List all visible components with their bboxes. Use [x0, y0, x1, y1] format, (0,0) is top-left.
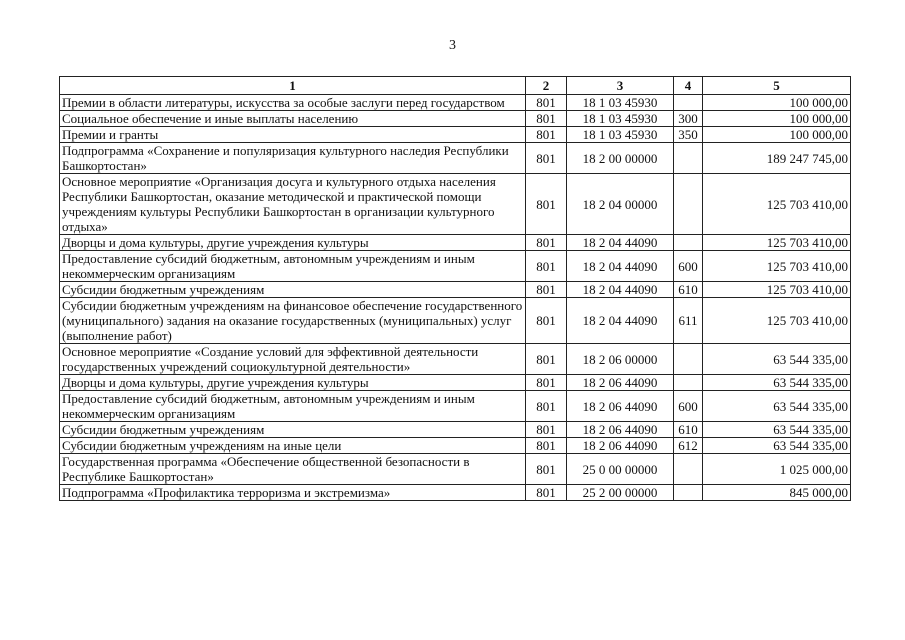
row-target: 18 2 04 44090: [567, 282, 674, 298]
row-ministry: 801: [526, 251, 567, 282]
row-name: Предоставление субсидий бюджетным, автономным учреждениям и иным некоммерческим организациям: [60, 251, 526, 282]
row-amount: 125 703 410,00: [703, 298, 851, 344]
row-amount: 63 544 335,00: [703, 422, 851, 438]
row-ministry: 801: [526, 454, 567, 485]
row-type: 600: [674, 391, 703, 422]
table-row: [60, 282, 851, 298]
row-type: [674, 95, 703, 111]
row-ministry: 801: [526, 111, 567, 127]
table-row: [60, 454, 851, 485]
row-amount: 125 703 410,00: [703, 251, 851, 282]
row-amount: 125 703 410,00: [703, 235, 851, 251]
table-row: [60, 438, 851, 454]
row-amount: 100 000,00: [703, 95, 851, 111]
table-row: [60, 111, 851, 127]
row-type: 350: [674, 127, 703, 143]
row-type: [674, 375, 703, 391]
row-name: Премии и гранты: [60, 127, 526, 143]
row-amount: 63 544 335,00: [703, 391, 851, 422]
table-row: [60, 95, 851, 111]
row-amount: 63 544 335,00: [703, 344, 851, 375]
row-type: 610: [674, 282, 703, 298]
row-name: Основное мероприятие «Создание условий для эффективной деятельности государственных учреждений социокультурной деятельности»: [60, 344, 526, 375]
row-type: 612: [674, 438, 703, 454]
row-type: 300: [674, 111, 703, 127]
row-target: 18 1 03 45930: [567, 127, 674, 143]
row-target: 18 2 04 44090: [567, 251, 674, 282]
table-row: [60, 375, 851, 391]
row-name: Дворцы и дома культуры, другие учреждения культуры: [60, 375, 526, 391]
row-name: Премии в области литературы, искусства за особые заслуги перед государством: [60, 95, 526, 111]
row-type: [674, 235, 703, 251]
row-target: 18 1 03 45930: [567, 95, 674, 111]
row-name: Субсидии бюджетным учреждениям: [60, 422, 526, 438]
row-amount: 125 703 410,00: [703, 282, 851, 298]
table-row: [60, 422, 851, 438]
row-ministry: 801: [526, 344, 567, 375]
row-target: 18 2 06 00000: [567, 344, 674, 375]
row-name: Субсидии бюджетным учреждениям на иные цели: [60, 438, 526, 454]
row-ministry: 801: [526, 282, 567, 298]
row-ministry: 801: [526, 174, 567, 235]
row-target: 25 0 00 00000: [567, 454, 674, 485]
table-row: [60, 143, 851, 174]
row-amount: 63 544 335,00: [703, 375, 851, 391]
row-name: Основное мероприятие «Организация досуга и культурного отдыха населения Республики Башкортостан, оказание методической и практической помощи учреждениям культуры Республики Башкортостан в организации культурного отдыха»: [60, 174, 526, 235]
row-name: Подпрограмма «Профилактика терроризма и экстремизма»: [60, 485, 526, 501]
column-header-amount: 5: [703, 77, 851, 95]
table-header-row: [60, 77, 851, 95]
row-type: 610: [674, 422, 703, 438]
row-amount: 63 544 335,00: [703, 438, 851, 454]
table-row: [60, 251, 851, 282]
row-type: 611: [674, 298, 703, 344]
row-name: Подпрограмма «Сохранение и популяризация культурного наследия Республики Башкортостан»: [60, 143, 526, 174]
budget-table: [59, 76, 851, 501]
row-ministry: 801: [526, 235, 567, 251]
row-ministry: 801: [526, 391, 567, 422]
row-target: 18 2 04 44090: [567, 235, 674, 251]
row-amount: 845 000,00: [703, 485, 851, 501]
row-type: [674, 344, 703, 375]
row-type: [674, 174, 703, 235]
row-amount: 100 000,00: [703, 127, 851, 143]
column-header-target: 3: [567, 77, 674, 95]
row-name: Дворцы и дома культуры, другие учреждения культуры: [60, 235, 526, 251]
row-target: 18 1 03 45930: [567, 111, 674, 127]
row-amount: 1 025 000,00: [703, 454, 851, 485]
row-name: Субсидии бюджетным учреждениям на финансовое обеспечение государственного (муниципального) задания на оказание государственных (муниципальных) услуг (выполнение работ): [60, 298, 526, 344]
row-target: 18 2 00 00000: [567, 143, 674, 174]
row-name: Социальное обеспечение и иные выплаты населению: [60, 111, 526, 127]
row-amount: 189 247 745,00: [703, 143, 851, 174]
row-amount: 125 703 410,00: [703, 174, 851, 235]
row-name: Предоставление субсидий бюджетным, автономным учреждениям и иным некоммерческим организациям: [60, 391, 526, 422]
row-ministry: 801: [526, 485, 567, 501]
row-name: Государственная программа «Обеспечение общественной безопасности в Республике Башкортостан»: [60, 454, 526, 485]
table-row: [60, 174, 851, 235]
row-name: Субсидии бюджетным учреждениям: [60, 282, 526, 298]
row-ministry: 801: [526, 127, 567, 143]
row-amount: 100 000,00: [703, 111, 851, 127]
row-target: 18 2 06 44090: [567, 422, 674, 438]
page-number: 3: [449, 38, 456, 53]
column-header-name: 1: [60, 77, 526, 95]
table-row: [60, 298, 851, 344]
row-ministry: 801: [526, 298, 567, 344]
table-row: [60, 127, 851, 143]
row-ministry: 801: [526, 422, 567, 438]
row-ministry: 801: [526, 375, 567, 391]
column-header-type: 4: [674, 77, 703, 95]
row-ministry: 801: [526, 95, 567, 111]
row-type: [674, 143, 703, 174]
row-target: 18 2 04 44090: [567, 298, 674, 344]
row-type: [674, 454, 703, 485]
table-row: [60, 235, 851, 251]
row-ministry: 801: [526, 143, 567, 174]
table-row: [60, 344, 851, 375]
row-target: 18 2 06 44090: [567, 391, 674, 422]
row-type: 600: [674, 251, 703, 282]
row-ministry: 801: [526, 438, 567, 454]
row-target: 18 2 06 44090: [567, 375, 674, 391]
table-row: [60, 391, 851, 422]
table-row: [60, 485, 851, 501]
column-header-ministry: 2: [526, 77, 567, 95]
row-target: 25 2 00 00000: [567, 485, 674, 501]
row-target: 18 2 04 00000: [567, 174, 674, 235]
row-type: [674, 485, 703, 501]
row-target: 18 2 06 44090: [567, 438, 674, 454]
